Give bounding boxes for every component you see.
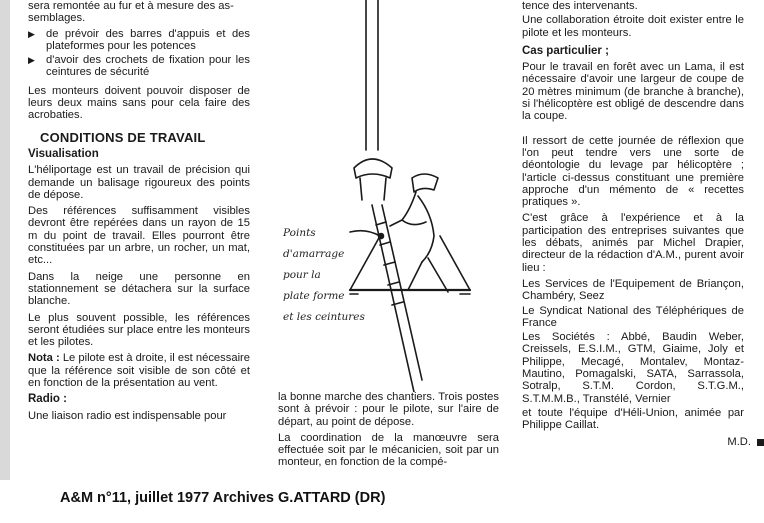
- paragraph: Les Sociétés : Abbé, Baudin Weber, Creissels, E.S.I.M., GTM, Giaime, Joly et Philippe, Mecagé, Montalev, Montaz-Mautino, Pomagalski, SATA, Sarrassola, Sotralp, S.T.M. Cordon, S.T.G.M., S.T.M.M.B., Transtélé, Vernier: [522, 331, 744, 405]
- note-line: pour la: [283, 269, 321, 281]
- radio-text: Une liaison radio est indispensable pour: [28, 409, 227, 422]
- subsection-visualisation: Visualisation: [28, 147, 99, 160]
- paragraph: Le plus souvent possible, les références seront étudiées sur place entre les monteurs et les pilotes.: [28, 311, 250, 349]
- paragraph-monteurs: Les monteurs doivent pouvoir disposer de leurs deux mains sans pour cela faire des acrobaties.: [28, 84, 250, 122]
- bullet-text: d'avoir des crochets de fixation pour les ceintures de sécurité: [46, 54, 250, 79]
- signature: [522, 436, 764, 448]
- paragraph: la bonne marche des chantiers. Trois postes sont à prévoir : pour le pilote, sur l'aire de départ, au point de dépose.: [278, 391, 499, 428]
- nota-label: Nota :: [28, 352, 60, 365]
- bullet-item: [28, 54, 250, 79]
- archive-caption: A&M n°11, juillet 1977 Archives G.ATTARD (DR): [60, 490, 386, 506]
- left-column: [28, 0, 250, 426]
- triangle-bullet-icon: ▶: [28, 55, 35, 66]
- paragraph: Le Syndicat National des Téléphériques de France: [522, 304, 744, 329]
- paragraph: Il ressort de cette journée de réflexion que l'on peut tendre vers une sorte de déontologie du levage par hélicoptère ; l'article ci-dessus constituant une première approche d'un mémento de « recettes pratiques ».: [522, 134, 744, 209]
- bullet-text: de prévoir des barres d'appuis et des plateformes pour les potences: [46, 27, 250, 52]
- right-column: [522, 0, 751, 448]
- signature-text: M.D.: [727, 435, 751, 448]
- note-line: Points: [283, 227, 316, 239]
- nota-paragraph: [28, 352, 250, 389]
- paragraph: Les Services de l'Equipement de Briançon, Chambéry, Seez: [522, 277, 744, 303]
- section-title: CONDITIONS DE TRAVAIL: [40, 129, 206, 145]
- subsection-radio: Radio :: [28, 393, 67, 406]
- paragraph: Dans la neige une personne en stationnement se détachera sur la surface blanche.: [28, 270, 250, 308]
- nota-text: Le pilote est à droite, il est nécessaire que la référence soit visible de son côté et en fonction de la présentation au vent.: [28, 352, 250, 390]
- intro-line-2: semblages.: [28, 12, 86, 25]
- paragraph: et toute l'équipe d'Héli-Union, animée par Philippe Caillat.: [522, 406, 744, 432]
- note-line: et les ceintures: [283, 311, 365, 323]
- bullet-item: [28, 28, 250, 53]
- pylon-head: [354, 159, 392, 178]
- note-line: plate forme: [283, 290, 345, 302]
- paragraph: Une collaboration étroite doit exister entre le pilote et les monteurs.: [522, 14, 744, 39]
- paragraph: Des références suffisamment visibles devront être repérées dans un rayon de 15 m du point de travail. Elles pourront être constituées par un arbre, un rocher, un mat, etc...: [28, 205, 250, 267]
- paragraph: La coordination de la manœuvre sera effectuée soit par le mécanicien, soit par un monteur, en fonction de la compé-: [278, 431, 499, 469]
- pylon-illustration: [262, 0, 522, 392]
- paragraph: Pour le travail en forêt avec un Lama, il est nécessaire d'avoir une largeur de coupe de 20 mètres minimum (de branche à branche), si l'hélicoptère est obligé de descendre dans la coupe.: [522, 61, 744, 123]
- paragraph: C'est grâce à l'expérience et à la participation des entreprises suivantes que les débats, animés par Michel Drapier, directeur de la rédaction d'A.M., purent avoir lieu :: [522, 212, 744, 274]
- note-line: d'amarrage: [283, 248, 345, 260]
- handwritten-annotation: [283, 223, 403, 328]
- middle-column: [278, 391, 499, 473]
- end-mark-icon: [757, 439, 764, 446]
- paragraph: tence des intervenants.: [522, 0, 638, 12]
- subsection-cas-particulier: Cas particulier ;: [522, 44, 609, 57]
- scan-edge: [0, 0, 10, 480]
- worker-head: [412, 174, 438, 192]
- intro-line-1: sera remontée au fur et à mesure des as-: [28, 0, 234, 12]
- pylon-shaft: [366, 0, 378, 150]
- triangle-bullet-icon: ▶: [28, 28, 35, 39]
- paragraph: L'héliportage est un travail de précision qui demande un balisage rigoureux des points de dépose.: [28, 164, 250, 201]
